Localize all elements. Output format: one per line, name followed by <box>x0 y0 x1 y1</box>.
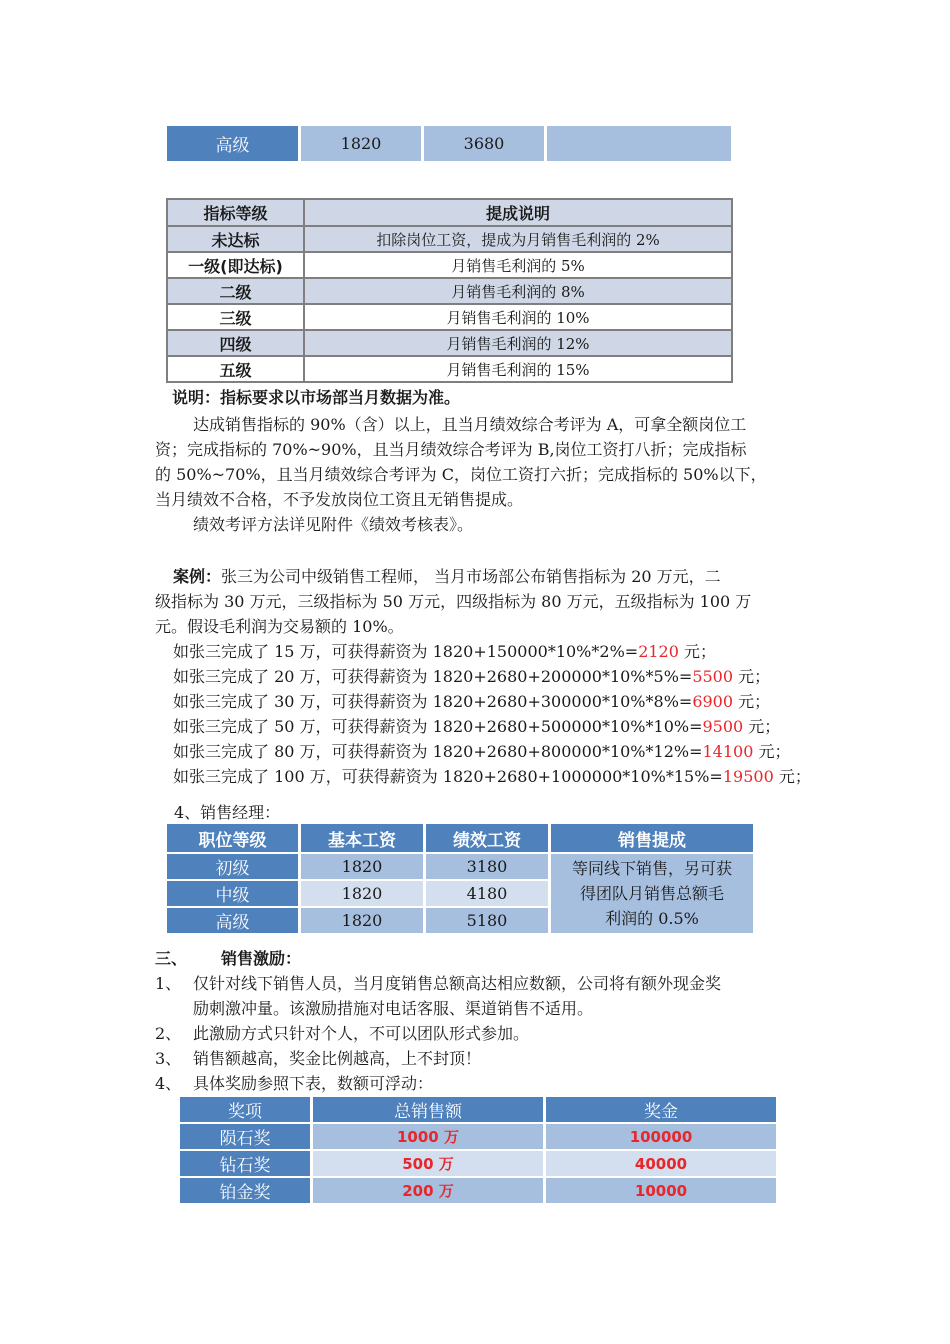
level-name: 三级 <box>167 304 304 330</box>
manager-salary-table <box>164 822 756 935</box>
level-label: 高级 <box>167 126 298 161</box>
award-name: 陨石奖 <box>180 1124 310 1149</box>
salary-result: 5500 <box>692 667 734 686</box>
case-example: 如张三完成了 30 万，可获得薪资为 1820+2680+300000*10%*8%=6900 元； <box>173 692 771 711</box>
incentive-list <box>155 971 835 1096</box>
manager-commission: 等同线下销售，另可获 得团队月销售总额毛 利润的 0.5% <box>551 854 753 933</box>
level-desc: 月销售毛利润的 12% <box>304 330 732 356</box>
header-base: 基本工资 <box>301 824 423 852</box>
perf-salary-cell: 3180 <box>426 854 548 879</box>
case-example: 如张三完成了 100 万，可获得薪资为 1820+2680+1000000*10%*15%=19500 元； <box>173 767 811 786</box>
header-award: 奖项 <box>180 1097 310 1122</box>
level-name: 一级(即达标) <box>167 252 304 278</box>
award-bonus: 40000 <box>546 1151 776 1176</box>
case-example: 如张三完成了 50 万，可获得薪资为 1820+2680+500000*10%*10%=9500 元； <box>173 717 781 736</box>
base-salary-cell: 1820 <box>301 908 423 933</box>
case-label: 案例： <box>173 567 222 586</box>
header-position: 职位等级 <box>167 824 298 852</box>
level-desc: 月销售毛利润的 8% <box>304 278 732 304</box>
case-example: 如张三完成了 20 万，可获得薪资为 1820+2680+200000*10%*5%=5500 元； <box>173 667 771 686</box>
award-name: 铂金奖 <box>180 1178 310 1203</box>
perf-salary-cell: 4180 <box>426 881 548 906</box>
position-level: 中级 <box>167 881 298 906</box>
level-name: 四级 <box>167 330 304 356</box>
level-desc: 月销售毛利润的 10% <box>304 304 732 330</box>
manager-heading: 4、销售经理： <box>174 803 281 822</box>
header-perf: 绩效工资 <box>426 824 548 852</box>
commission-level-table <box>166 198 733 383</box>
level-desc: 扣除岗位工资，提成为月销售毛利润的 2% <box>304 226 732 252</box>
note-paragraph <box>155 412 815 537</box>
base-salary-cell: 1820 <box>301 881 423 906</box>
attachment-note: 绩效考评方法详见附件《绩效考核表》。 <box>193 515 474 534</box>
base-salary-cell: 1820 <box>301 854 423 879</box>
case-example: 如张三完成了 15 万，可获得薪资为 1820+150000*10%*2%=2120 元； <box>173 642 716 661</box>
header-bonus: 奖金 <box>546 1097 776 1122</box>
position-level: 初级 <box>167 854 298 879</box>
case-intro: 元。假设毛利润为交易额的 10%。 <box>155 617 404 636</box>
level-name: 未达标 <box>167 226 304 252</box>
level-name: 二级 <box>167 278 304 304</box>
note-line: 达成销售指标的 90%（含）以上，且当月绩效综合考评为 A，可拿全额岗位工 <box>193 415 747 434</box>
level-desc: 月销售毛利润的 15% <box>304 356 732 382</box>
salary-result: 6900 <box>692 692 734 711</box>
salary-result: 19500 <box>722 767 774 786</box>
award-sales: 1000 万 <box>313 1124 543 1149</box>
position-level: 高级 <box>167 908 298 933</box>
perf-salary-cell: 3680 <box>424 126 544 161</box>
case-example: 如张三完成了 80 万，可获得薪资为 1820+2680+800000*10%*12%=14100 元； <box>173 742 791 761</box>
note-line: 当月绩效不合格，不予发放岗位工资且无销售提成。 <box>155 490 524 509</box>
award-sales: 200 万 <box>313 1178 543 1203</box>
award-table <box>177 1095 779 1205</box>
level-name: 五级 <box>167 356 304 382</box>
header-level: 指标等级 <box>167 199 304 226</box>
level-desc: 月销售毛利润的 5% <box>304 252 732 278</box>
award-bonus: 10000 <box>546 1178 776 1203</box>
incentive-item: 3、 销售额越高，奖金比例越高，上不封顶！ <box>155 1049 482 1068</box>
case-intro: 张三为公司中级销售工程师， 当月市场部公布销售指标为 20 万元，二 <box>221 567 721 586</box>
header-sales: 总销售额 <box>313 1097 543 1122</box>
salary-result: 9500 <box>702 717 744 736</box>
base-salary-cell: 1820 <box>301 126 421 161</box>
award-sales: 500 万 <box>313 1151 543 1176</box>
award-bonus: 100000 <box>546 1124 776 1149</box>
perf-salary-cell: 5180 <box>426 908 548 933</box>
case-intro: 级指标为 30 万元，三级指标为 50 万元，四级指标为 80 万元，五级指标为 100 万 <box>155 592 752 611</box>
header-commission: 销售提成 <box>551 824 753 852</box>
case-paragraph <box>155 564 825 789</box>
award-name: 钻石奖 <box>180 1151 310 1176</box>
incentive-item: 4、 具体奖励参照下表，数额可浮动： <box>155 1074 434 1093</box>
incentive-heading: 三、 销售激励： <box>155 949 302 968</box>
note-line: 资；完成指标的 70%~90%，且当月绩效综合考评为 B,岗位工资打八折；完成指标 <box>155 440 747 459</box>
note-title: 说明：指标要求以市场部当月数据为准。 <box>172 388 461 407</box>
top-salary-table <box>164 124 734 163</box>
header-desc: 提成说明 <box>304 199 732 226</box>
incentive-item: 1、 仅针对线下销售人员，当月度销售总额高达相应数额，公司将有额外现金奖 励刺激冲量。该激励措施对电话客服、渠道销售不适用。 <box>155 974 722 1018</box>
incentive-item: 2、 此激励方式只针对个人，不可以团队形式参加。 <box>155 1024 530 1043</box>
salary-result: 14100 <box>702 742 754 761</box>
note-line: 的 50%~70%，且当月绩效综合考评为 C，岗位工资打六折；完成指标的 50%以下， <box>155 465 767 484</box>
commission-cell <box>547 126 731 161</box>
salary-result: 2120 <box>638 642 679 661</box>
